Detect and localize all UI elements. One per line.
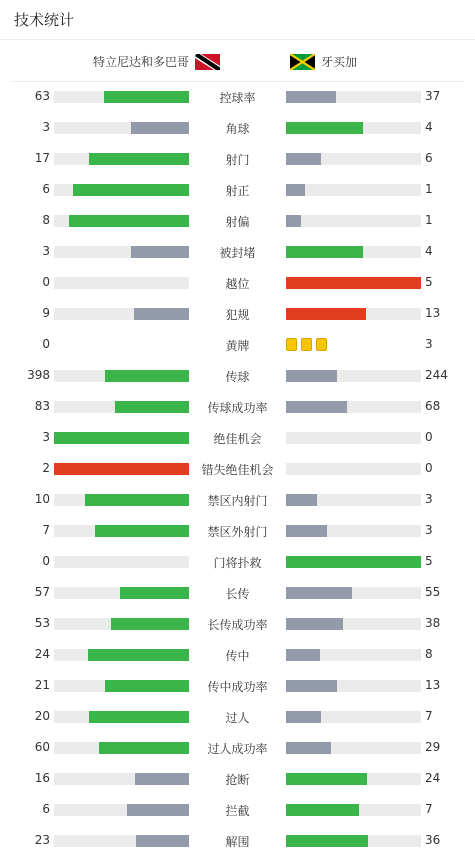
away-bar-fill xyxy=(286,215,301,227)
yellow-card-icon xyxy=(301,338,312,351)
away-value: 13 xyxy=(425,306,441,320)
stat-label: 射正 xyxy=(225,184,250,198)
home-value: 2 xyxy=(42,461,50,475)
home-bar-fill xyxy=(120,587,189,599)
stat-label: 禁区内射门 xyxy=(207,494,268,508)
home-bar-track xyxy=(54,649,189,661)
stat-label: 拦截 xyxy=(225,804,250,818)
away-value: 36 xyxy=(425,833,441,847)
home-bar-track xyxy=(54,432,189,444)
stat-label: 过人成功率 xyxy=(207,742,268,756)
away-value: 1 xyxy=(425,213,433,227)
away-value: 5 xyxy=(425,275,433,289)
away-bar-track xyxy=(286,122,421,134)
home-value: 53 xyxy=(34,616,50,630)
home-bar-track xyxy=(54,587,189,599)
away-bar-fill xyxy=(286,91,336,103)
stat-label: 过人 xyxy=(225,711,250,725)
away-value: 0 xyxy=(425,430,433,444)
stat-row xyxy=(0,113,475,144)
home-bar-fill xyxy=(89,711,189,723)
away-bar-fill xyxy=(286,556,421,568)
home-bar-track xyxy=(54,463,189,475)
away-bar-track xyxy=(286,680,421,692)
home-bar-track xyxy=(54,308,189,320)
away-bar-track xyxy=(286,153,421,165)
stat-row xyxy=(0,578,475,609)
home-bar-fill xyxy=(95,525,190,537)
home-value: 57 xyxy=(34,585,50,599)
home-value: 6 xyxy=(42,802,50,816)
home-value: 83 xyxy=(34,399,50,413)
stat-row xyxy=(0,237,475,268)
stat-row xyxy=(0,361,475,392)
away-bar-fill xyxy=(286,494,317,506)
home-bar-track xyxy=(54,618,189,630)
home-value: 6 xyxy=(42,182,50,196)
stat-label: 门将扑救 xyxy=(213,556,262,570)
away-team xyxy=(290,53,357,70)
stat-label: 传中 xyxy=(225,649,250,663)
stat-row xyxy=(0,299,475,330)
home-value: 23 xyxy=(34,833,50,847)
stat-row xyxy=(0,671,475,702)
stat-label: 错失绝佳机会 xyxy=(201,463,274,477)
home-value: 8 xyxy=(42,213,50,227)
away-bar-track xyxy=(286,587,421,599)
away-value: 3 xyxy=(425,523,433,537)
stat-label: 抢断 xyxy=(225,773,250,787)
away-bar-track xyxy=(286,711,421,723)
home-bar-track xyxy=(54,556,189,568)
home-bar-fill xyxy=(104,91,189,103)
home-value: 398 xyxy=(27,368,50,382)
home-value: 63 xyxy=(34,89,50,103)
away-value: 1 xyxy=(425,182,433,196)
away-bar-fill xyxy=(286,277,421,289)
stat-row xyxy=(0,206,475,237)
home-value: 0 xyxy=(42,554,50,568)
home-bar-track xyxy=(54,680,189,692)
away-bar-track xyxy=(286,649,421,661)
yellow-cards xyxy=(286,338,327,351)
stats-list xyxy=(0,82,475,857)
home-bar-fill xyxy=(134,308,189,320)
away-value: 4 xyxy=(425,244,433,258)
stat-row xyxy=(0,733,475,764)
stat-row xyxy=(0,702,475,733)
page-title: 技术统计 xyxy=(14,11,75,29)
stat-row xyxy=(0,485,475,516)
home-bar-track xyxy=(54,215,189,227)
teams-header xyxy=(10,41,465,82)
stat-row xyxy=(0,547,475,578)
away-bar-fill xyxy=(286,246,363,258)
away-bar-track xyxy=(286,401,421,413)
away-bar-track xyxy=(286,184,421,196)
home-bar-fill xyxy=(99,742,189,754)
stat-row xyxy=(0,640,475,671)
stat-row xyxy=(0,330,475,361)
away-bar-track xyxy=(286,773,421,785)
home-value: 17 xyxy=(34,151,50,165)
home-bar-track xyxy=(54,401,189,413)
away-team-name: 牙买加 xyxy=(321,55,358,69)
stat-label: 射门 xyxy=(225,153,250,167)
away-bar-fill xyxy=(286,525,327,537)
home-bar-track xyxy=(54,742,189,754)
home-team xyxy=(93,53,220,70)
home-value: 21 xyxy=(34,678,50,692)
yellow-card-icon xyxy=(286,338,297,351)
home-value: 60 xyxy=(34,740,50,754)
home-bar-track xyxy=(54,370,189,382)
away-bar-track xyxy=(286,618,421,630)
away-bar-track xyxy=(286,742,421,754)
home-value: 3 xyxy=(42,244,50,258)
home-bar-fill xyxy=(105,370,189,382)
home-bar-track xyxy=(54,91,189,103)
home-bar-track xyxy=(54,277,189,289)
stat-label: 犯规 xyxy=(225,308,250,322)
away-bar-fill xyxy=(286,711,321,723)
stat-label: 禁区外射门 xyxy=(207,525,268,539)
away-bar-fill xyxy=(286,804,359,816)
away-value: 55 xyxy=(425,585,441,599)
home-value: 3 xyxy=(42,430,50,444)
home-bar-fill xyxy=(89,153,189,165)
stat-label: 长传成功率 xyxy=(207,618,268,632)
home-bar-track xyxy=(54,525,189,537)
home-value: 20 xyxy=(34,709,50,723)
stat-row xyxy=(0,392,475,423)
away-value: 38 xyxy=(425,616,441,630)
home-bar-fill xyxy=(54,432,189,444)
stat-label: 传球 xyxy=(225,370,250,384)
home-value: 24 xyxy=(34,647,50,661)
away-value: 4 xyxy=(425,120,433,134)
stat-label: 解围 xyxy=(225,835,250,849)
home-value: 7 xyxy=(42,523,50,537)
stat-label: 长传 xyxy=(225,587,250,601)
away-bar-track xyxy=(286,804,421,816)
home-bar-track xyxy=(54,773,189,785)
home-bar-track xyxy=(54,184,189,196)
away-value: 68 xyxy=(425,399,441,413)
stat-label: 传球成功率 xyxy=(207,401,268,415)
stat-row xyxy=(0,268,475,299)
home-bar-fill xyxy=(131,246,189,258)
away-bar-track xyxy=(286,835,421,847)
away-value: 244 xyxy=(425,368,448,382)
away-value: 0 xyxy=(425,461,433,475)
away-bar-track xyxy=(286,525,421,537)
away-value: 37 xyxy=(425,89,441,103)
home-team-name: 特立尼达和多巴哥 xyxy=(92,55,189,69)
home-bar-fill xyxy=(131,122,189,134)
home-bar-track xyxy=(54,153,189,165)
away-bar-fill xyxy=(286,153,321,165)
stat-row xyxy=(0,516,475,547)
away-value: 7 xyxy=(425,709,433,723)
away-bar-fill xyxy=(286,773,367,785)
away-bar-track xyxy=(286,494,421,506)
away-bar-track xyxy=(286,91,421,103)
home-bar-track xyxy=(54,835,189,847)
away-bar-fill xyxy=(286,680,337,692)
away-bar-fill xyxy=(286,122,363,134)
away-value: 5 xyxy=(425,554,433,568)
away-value: 13 xyxy=(425,678,441,692)
home-bar-track xyxy=(54,804,189,816)
home-value: 9 xyxy=(42,306,50,320)
stat-label: 角球 xyxy=(225,122,250,136)
yellow-card-icon xyxy=(316,338,327,351)
home-value: 3 xyxy=(42,120,50,134)
stat-label: 控球率 xyxy=(219,91,256,105)
away-bar-fill xyxy=(286,184,305,196)
away-bar-track xyxy=(286,432,421,444)
stat-row xyxy=(0,423,475,454)
away-bar-track xyxy=(286,277,421,289)
away-bar-fill xyxy=(286,370,337,382)
stat-label: 黄牌 xyxy=(225,339,250,353)
away-bar-fill xyxy=(286,649,320,661)
away-bar-fill xyxy=(286,618,343,630)
stat-row xyxy=(0,175,475,206)
stat-row xyxy=(0,454,475,485)
away-bar-track xyxy=(286,246,421,258)
stat-row xyxy=(0,144,475,175)
stat-row xyxy=(0,795,475,826)
away-bar-fill xyxy=(286,742,331,754)
home-bar-fill xyxy=(73,184,189,196)
home-value: 16 xyxy=(34,771,50,785)
home-bar-track xyxy=(54,246,189,258)
stat-label: 越位 xyxy=(225,277,250,291)
away-value: 8 xyxy=(425,647,433,661)
home-bar-track xyxy=(54,122,189,134)
home-bar-fill xyxy=(136,835,189,847)
away-bar-track xyxy=(286,556,421,568)
away-bar-track xyxy=(286,215,421,227)
home-bar-fill xyxy=(111,618,189,630)
home-value: 0 xyxy=(42,275,50,289)
stat-row xyxy=(0,609,475,640)
away-bar-fill xyxy=(286,835,368,847)
away-bar-fill xyxy=(286,401,347,413)
away-value: 7 xyxy=(425,802,433,816)
home-bar-fill xyxy=(69,215,189,227)
stat-label: 被封堵 xyxy=(219,246,256,260)
away-value: 3 xyxy=(425,492,433,506)
home-value: 10 xyxy=(34,492,50,506)
away-bar-track xyxy=(286,370,421,382)
stat-row xyxy=(0,82,475,113)
home-bar-fill xyxy=(85,494,189,506)
home-bar-fill xyxy=(127,804,189,816)
away-value: 6 xyxy=(425,151,433,165)
away-bar-track xyxy=(286,308,421,320)
home-bar-track xyxy=(54,711,189,723)
header xyxy=(0,0,475,40)
stat-label: 绝佳机会 xyxy=(213,432,262,446)
away-bar-fill xyxy=(286,308,366,320)
home-value: 0 xyxy=(42,337,50,351)
away-bar-fill xyxy=(286,587,352,599)
stat-row xyxy=(0,826,475,857)
home-bar-track xyxy=(54,494,189,506)
home-bar-fill xyxy=(115,401,189,413)
away-value: 29 xyxy=(425,740,441,754)
away-bar-track xyxy=(286,463,421,475)
jamaica-flag-icon xyxy=(290,54,315,70)
stat-row xyxy=(0,764,475,795)
away-value: 3 xyxy=(425,337,433,351)
stat-label: 射偏 xyxy=(225,215,250,229)
home-bar-fill xyxy=(88,649,189,661)
home-bar-fill xyxy=(54,463,189,475)
home-bar-fill xyxy=(135,773,189,785)
stat-label: 传中成功率 xyxy=(207,680,268,694)
home-bar-fill xyxy=(105,680,189,692)
trinidad-tobago-flag-icon xyxy=(195,54,220,70)
away-value: 24 xyxy=(425,771,441,785)
